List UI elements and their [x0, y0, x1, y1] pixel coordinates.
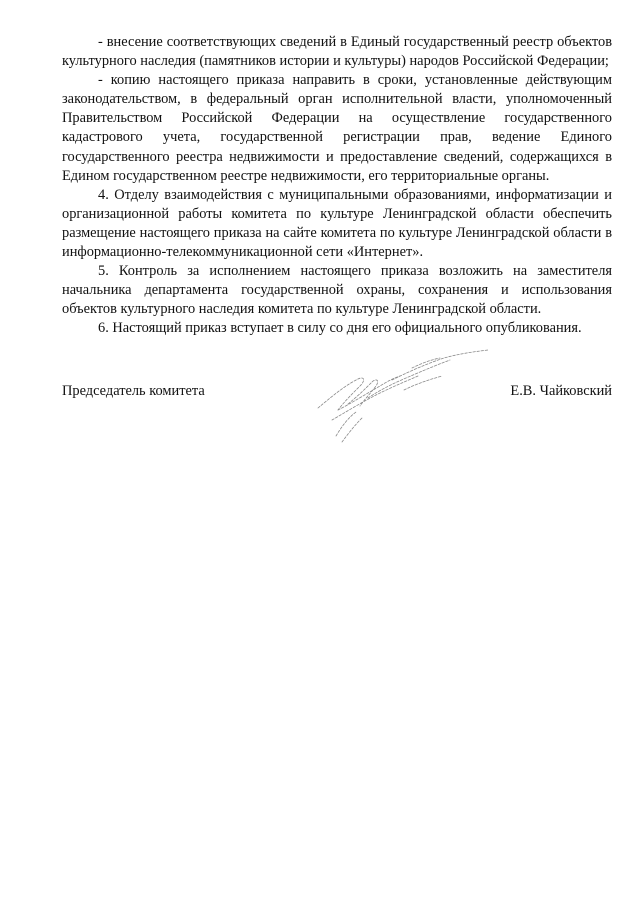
signatory-title: Председатель комитета: [62, 383, 205, 399]
paragraph-registry-entry: - внесение соответствующих сведений в Единый государственный реестр объектов культурного наследия (памятников истории и культуры) народов Российской Федерации;: [62, 34, 612, 70]
handwritten-signature: [308, 346, 504, 446]
paragraph-copy-to-federal-body: - копию настоящего приказа направить в сроки, установленные действующим законодательством, в федеральный орган исполнительной власти, уполномоченный Правительством Российской Федерации на осуществление государственного кадастрового учета, государственной регистрации прав, ведение Единого государственного реестра недвижимости и предоставление сведений, содержащихся в Едином государственном реестре недвижимости, его территориальные органы.: [62, 72, 612, 184]
paragraph-item-6-effective-date: 6. Настоящий приказ вступает в силу со дня его официального опубликования.: [98, 320, 582, 337]
paragraph-item-4-publication: 4. Отделу взаимодействия с муниципальными образованиями, информатизации и организационной работы комитета по культуре Ленинградской области обеспечить размещение настоящего приказа на сайте комитета по культуре Ленинградской области в информационно-телекоммуникационной сети «Интернет».: [62, 186, 612, 261]
document-body: [62, 33, 612, 339]
paragraph-item-5-control: 5. Контроль за исполнением настоящего приказа возложить на заместителя начальника департамента государственной охраны, сохранения и использования объектов культурного наследия комитета по культуре Ленинградской области.: [62, 263, 612, 318]
signatory-name: Е.В. Чайковский: [510, 383, 612, 399]
